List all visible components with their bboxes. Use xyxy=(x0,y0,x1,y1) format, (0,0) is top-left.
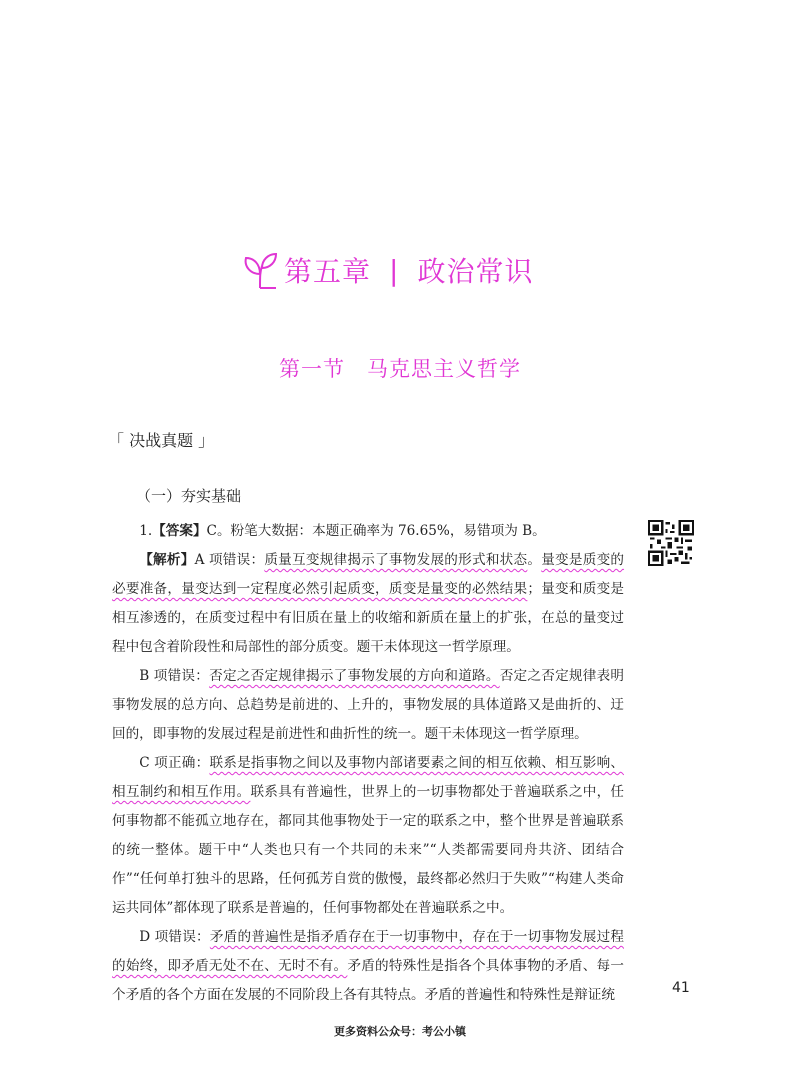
qr-code[interactable] xyxy=(648,520,694,566)
highlight-d: 矛盾的普遍性是指矛盾存在于一切事物中，存在于一切事物发展过程的始终，即矛盾无处不在、无时不有。 xyxy=(112,929,624,974)
answer-line: 1.【答案】C。粉笔大数据：本题正确率为 76.65%，易错项为 B。 xyxy=(139,523,546,539)
chapter-separator: | xyxy=(389,253,400,287)
answer-tag: 【答案】 xyxy=(152,523,207,539)
section-number: 第一节 xyxy=(279,357,345,381)
page-number: 41 xyxy=(672,980,690,996)
sprout-icon xyxy=(240,250,280,290)
section-title xyxy=(0,353,800,383)
highlight-c: 联系是指事物之间以及事物内部诸要素之间的相互依赖、相互影响、相互制约和相互作用。 xyxy=(112,755,624,800)
answer-text: C。粉笔大数据：本题正确率为 76.65%，易错项为 B。 xyxy=(206,523,546,539)
chapter-title xyxy=(240,240,533,300)
option-d-paragraph: D 项错误：矛盾的普遍性是指矛盾存在于一切事物中，存在于一切事物发展过程的始终，即矛盾无处不在、无时不有。矛盾的特殊性是指各个具体事物的矛盾、每一个矛盾的各个方面在发展的不同阶段上各有其特点。矛盾的普遍性和特殊性是辩证统 xyxy=(112,929,624,1003)
highlight-a1: 质量互变规律揭示了事物发展的形式和状态 xyxy=(264,552,528,568)
chapter-number: 第五章 xyxy=(284,255,372,288)
highlight-a2: 量变是质变的必要准备，量变达到一定程度必然引起质变，质变是量变的必然结果 xyxy=(112,552,625,597)
option-c-paragraph: C 项正确：联系是指事物之间以及事物内部诸要素之间的相互依赖、相互影响、相互制约和相互作用。联系具有普遍性，世界上的一切事物都处于普遍联系之中，任何事物都不能孤立地存在，都同其他事物处于一定的联系之中，整个世界是普遍联系的统一整体。题干中“人类也只有一个共同的未来”“人类都需要同舟共济、团结合作”“任何单打独斗的思路，任何孤芳自赏的傲慢，最终都必然归于失败”“构建人类命运共同体”都体现了联系是普遍的，任何事物都处在普遍联系之中。 xyxy=(112,755,625,916)
footer-note: 更多资料公众号：考公小镇 xyxy=(334,1025,466,1038)
section-name: 马克思主义哲学 xyxy=(367,357,521,381)
answer-body xyxy=(112,517,624,1010)
subhead: （一）夯实基础 xyxy=(136,487,242,505)
highlight-b: 否定之否定规律揭示了事物发展的方向和道路。 xyxy=(209,668,500,684)
option-a-paragraph: 【解析】A 项错误：质量互变规律揭示了事物发展的形式和状态。量变是质变的必要准备，量变达到一定程度必然引起质变，质变是量变的必然结果；量变和质变是相互渗透的，在质变过程中有旧质在量上的收缩和新质在量上的扩张，在总的量变过程中包含着阶段性和局部性的部分质变。题干未体现这一哲学原理。 xyxy=(112,552,625,655)
chapter-name: 政治常识 xyxy=(417,255,534,288)
label-box: 「 决战真题 」 xyxy=(108,431,215,450)
analysis-tag: 【解析】 xyxy=(139,552,195,568)
option-b-paragraph: B 项错误：否定之否定规律揭示了事物发展的方向和道路。否定之否定规律表明事物发展的总方向、总趋势是前进的、上升的，事物发展的具体道路又是曲折的、迂回的，即事物的发展过程是前进性和曲折性的统一。题干未体现这一哲学原理。 xyxy=(112,668,625,742)
